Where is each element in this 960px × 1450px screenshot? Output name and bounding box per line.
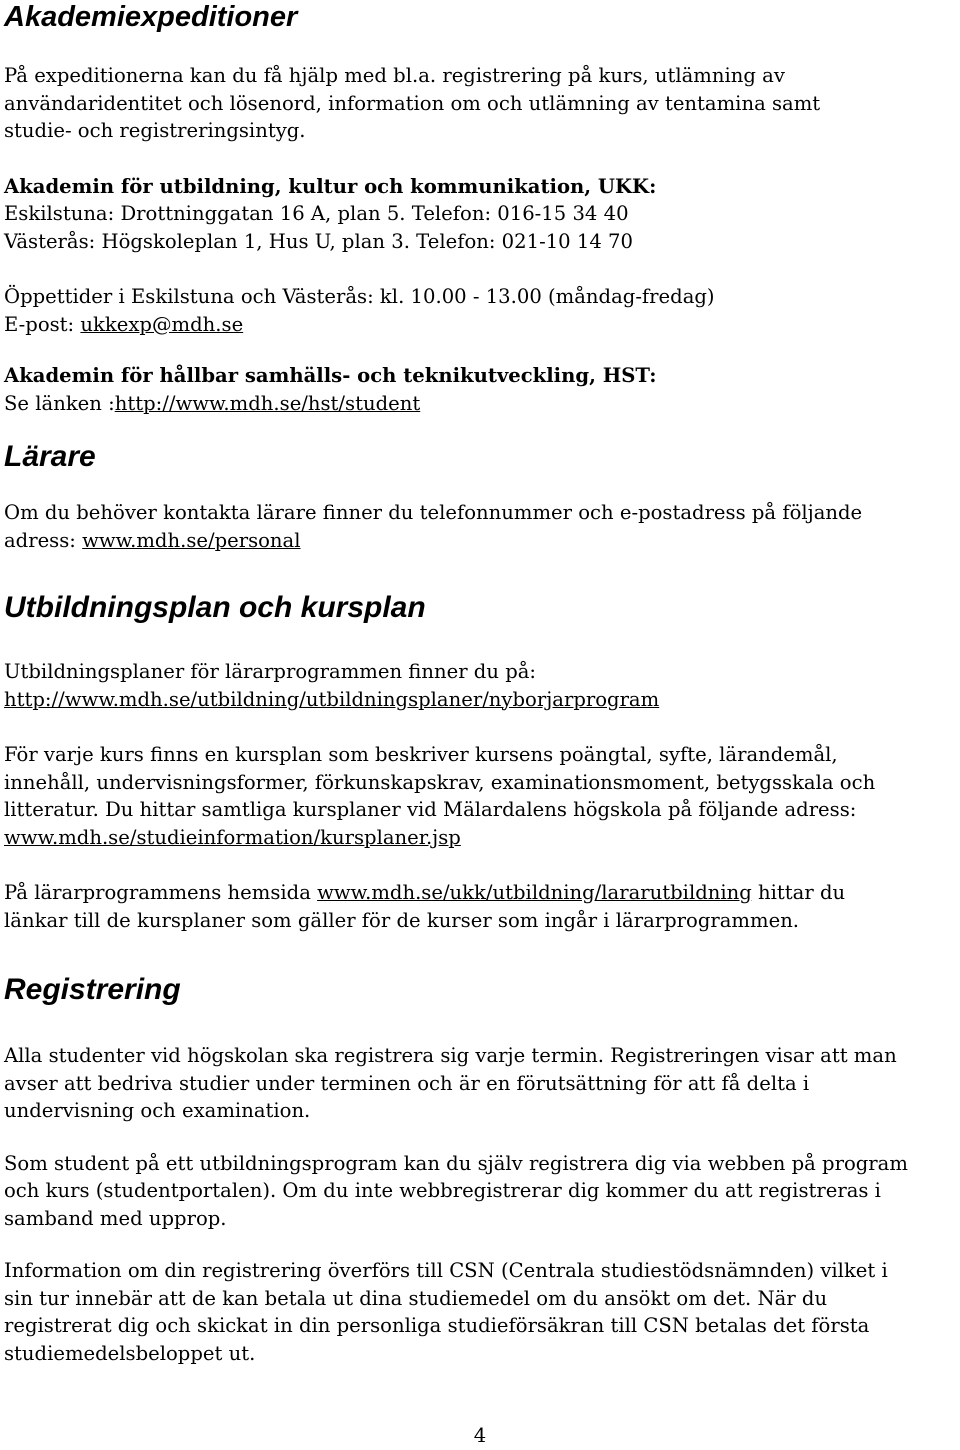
p3-before: På lärarprogrammens hemsida (4, 881, 318, 904)
registrering-line: studiemedelsbeloppet ut. (4, 1341, 256, 1365)
registrering-p1 (4, 1042, 956, 1125)
hst-link-line (4, 390, 956, 418)
utbildningsplan-p2-line: litteratur. Du hittar samtliga kursplaner vid Mälardalens högskola på följande adress: (4, 798, 857, 821)
intro-line: användaridentitet och lösenord, information om och utlämning av tentamina samt (4, 91, 821, 115)
larare-link-label: adress: (4, 528, 83, 552)
utbildningsplan-p2-line: innehåll, undervisningsformer, förkunskapskrav, examinationsmoment, betygsskala och (4, 770, 876, 794)
registrering-line: sin tur innebär att de kan betala ut dina studiemedel om du ansökt om det. När du (4, 1286, 828, 1310)
heading-registrering: Registrering (4, 973, 181, 1006)
p3-after: hittar du (751, 881, 846, 904)
utbildningsplan-p3-line (4, 879, 956, 907)
registrering-line: Information om din registrering överförs till CSN (Centrala studiestödsnämnden) vilket i (4, 1259, 888, 1282)
larare-paragraph (4, 499, 956, 554)
utbildningsplan-p3 (4, 879, 956, 934)
ukk-vasteras: Västerås: Högskoleplan 1, Hus U, plan 3. Telefon: 021-10 14 70 (4, 229, 633, 253)
utbildningsplan-p3-line: länkar till de kursplaner som gäller för de kurser som ingår i lärarprogrammen. (4, 908, 800, 932)
ukk-email-link[interactable]: ukkexp@mdh.se (80, 312, 244, 336)
heading-akademiexpeditioner: Akademiexpeditioner (4, 1, 298, 33)
ukk-title: Akademin för utbildning, kultur och kommunikation, UKK: (4, 174, 657, 198)
registrering-line: registrerat dig och skickat in din personliga studieförsäkran till CSN betalas det första (4, 1314, 870, 1337)
utbildningsplan-p2-line: För varje kurs finns en kursplan som beskriver kursens poängtal, syfte, lärandemål, (4, 743, 838, 766)
intro-paragraph (4, 62, 956, 145)
larare-line: Om du behöver kontakta lärare finner du telefonnummer och e-postadress på följande (4, 501, 863, 524)
document-page (4, 0, 956, 1367)
ukk-email-line (4, 311, 956, 339)
registrering-p3 (4, 1257, 956, 1367)
heading-larare: Lärare (4, 440, 96, 473)
utbildningsplan-p2 (4, 741, 956, 851)
ukk-block (4, 173, 956, 256)
nyborjarprogram-link[interactable]: http://www.mdh.se/utbildning/utbildningsplaner/nyborjarprogram (4, 687, 660, 711)
utbildningsplan-p1-line: Utbildningsplaner för lärarprogrammen finner du på: (4, 660, 537, 683)
hst-student-link[interactable]: http://www.mdh.se/hst/student (114, 391, 421, 415)
larare-link-line (4, 527, 956, 555)
page-number: 4 (473, 1424, 487, 1447)
ukk-hours-block (4, 283, 956, 338)
lararutbildning-link[interactable]: www.mdh.se/ukk/utbildning/lararutbildning (317, 881, 752, 904)
registrering-line: avser att bedriva studier under terminen och är en förutsättning för att få delta i (4, 1071, 810, 1095)
ukk-hours: Öppettider i Eskilstuna och Västerås: kl. 10.00 - 13.00 (måndag-fredag) (4, 285, 715, 308)
hst-block (4, 362, 956, 417)
registrering-line: och kurs (studentportalen). Om du inte webbregistrerar dig kommer du att registreras i (4, 1179, 881, 1202)
registrering-line: samband med upprop. (4, 1206, 227, 1230)
intro-line: På expeditionerna kan du få hjälp med bl.a. registrering på kurs, utlämning av (4, 64, 785, 87)
hst-title: Akademin för hållbar samhälls- och teknikutveckling, HST: (4, 364, 657, 387)
heading-utbildningsplan: Utbildningsplan och kursplan (4, 591, 426, 624)
intro-line: studie- och registreringsintyg. (4, 119, 306, 142)
registrering-line: undervisning och examination. (4, 1099, 311, 1122)
ukk-email-label: E-post: (4, 312, 81, 336)
ukk-eskilstuna: Eskilstuna: Drottninggatan 16 A, plan 5. Telefon: 016-15 34 40 (4, 202, 629, 225)
personal-link[interactable]: www.mdh.se/personal (82, 528, 301, 552)
kursplaner-link[interactable]: www.mdh.se/studieinformation/kursplaner.jsp (4, 825, 461, 849)
hst-link-label: Se länken : (4, 391, 115, 415)
registrering-line: Alla studenter vid högskolan ska registrera sig varje termin. Registreringen visar att man (4, 1044, 897, 1067)
utbildningsplan-p1-link-line (4, 686, 956, 714)
registrering-line: Som student på ett utbildningsprogram kan du själv registrera dig via webben på program (4, 1151, 908, 1175)
registrering-p2 (4, 1150, 956, 1233)
utbildningsplan-p2-link-line (4, 824, 956, 852)
utbildningsplan-p1 (4, 658, 956, 713)
